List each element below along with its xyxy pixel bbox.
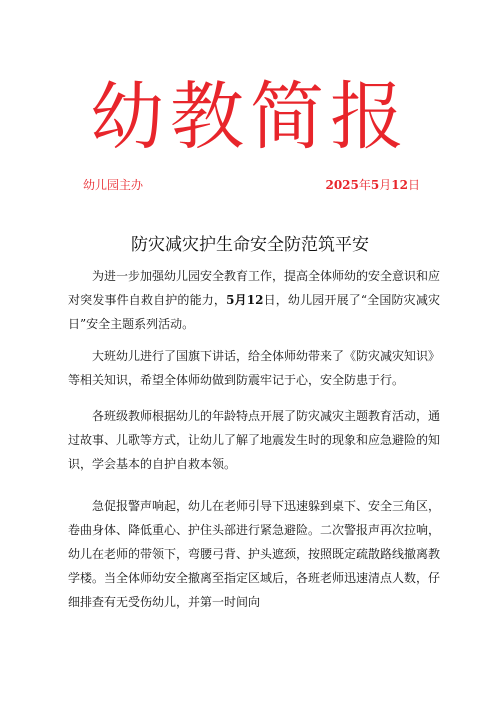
date-year: 2025 — [325, 178, 359, 192]
masthead-title: 幼教简报 — [90, 74, 410, 160]
article-paragraph-1 — [68, 264, 440, 336]
article-paragraph-3: 各班级教师根据幼儿的年龄特点开展了防灾减灾主题教育活动，通过故事、儿歌等方式，让幼儿了解了地震发生时的现象和应急避险的知识，学会基本的自护自救本领。 — [68, 409, 441, 471]
date-month: 5 — [370, 178, 380, 192]
article-paragraph-4: 急促报警声响起，幼儿在老师引导下迅速躲到桌下、安全三角区，卷曲身体、降低重心、护住头部进行紧急避险。二次警报声再次拉响，幼儿在老师的带领下，弯腰弓背、护头遮颈，按照既定疏散路线撤离教学楼。当全体师幼安全撤离至指定区域后，各班老师迅速清点人数，仔细排查有无受伤幼儿，并第一时间向 — [68, 499, 441, 609]
article-paragraph-2: 大班幼儿进行了国旗下讲话，给全体师幼带来了《防灾减灾知识》等相关知识，希望全体师幼做到防震牢记于心，安全防患于行。 — [68, 349, 441, 387]
date-month-unit: 月 — [379, 178, 392, 192]
date-day: 12 — [391, 178, 408, 192]
article-headline: 防灾减灾护生命安全防范筑平安 — [131, 235, 369, 255]
paragraph-1-part-a: 为进一步加强幼儿园安全教育工作，提高全体师幼的安全意识和应对突发事件自救自护的能力， — [68, 269, 441, 307]
publisher-label: 幼儿园主办 — [83, 178, 144, 192]
paragraph-1-part-b: 日，幼儿园开展了“全国防灾减灾日”安全主题系列活动。 — [68, 293, 440, 331]
date-year-unit: 年 — [358, 178, 371, 192]
issue-date — [325, 176, 420, 193]
date-day-unit: 日 — [407, 178, 420, 192]
paragraph-1-date: 5月12 — [226, 293, 264, 307]
